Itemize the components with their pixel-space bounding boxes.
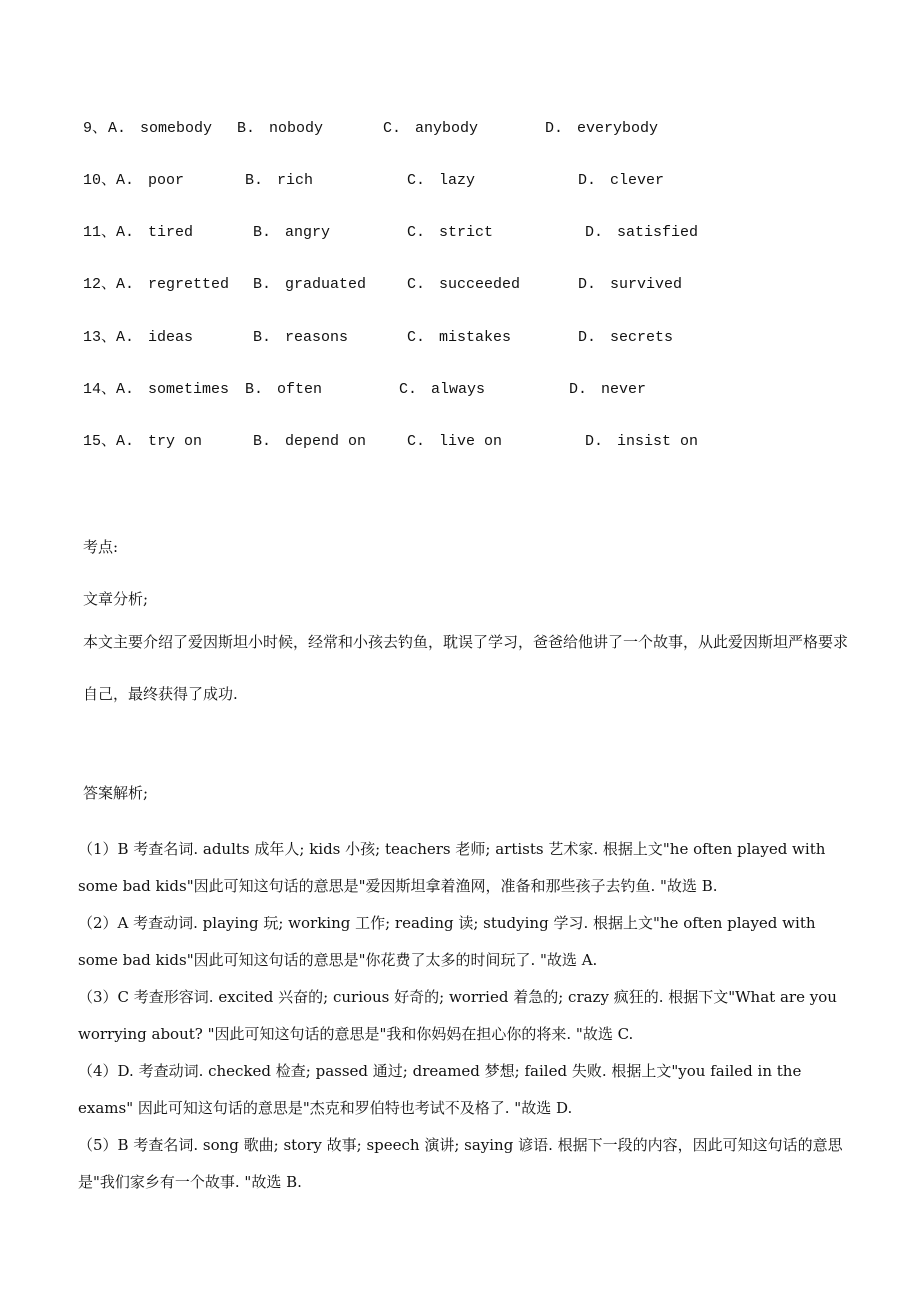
option-letter: C. (399, 381, 418, 398)
answer-heading: 答案解析; (83, 784, 149, 802)
option-letter: C. (407, 329, 426, 346)
option-letter: D. (578, 172, 597, 189)
option-letter: D. (569, 381, 588, 398)
option-text: insist on (617, 433, 699, 450)
answer-item: （1）B 考查名词. adults 成年人; kids 小孩; teachers 老师; artists 艺术家. 根据上文"he often played with some bad kids"因此可知这句话的意思是"爱因斯坦拿着渔网，准备和那些孩子去钓鱼. "故选 B. (78, 840, 826, 895)
option-text: strict (439, 224, 494, 241)
option-letter: B. (253, 329, 272, 346)
analysis-heading: 文章分析; (83, 590, 149, 608)
option-letter: B. (245, 172, 264, 189)
option-text: lazy (439, 172, 476, 189)
option-text: graduated (285, 276, 367, 293)
option-text: anybody (415, 120, 479, 137)
option-letter: C. (407, 224, 426, 241)
analysis-text: 本文主要介绍了爱因斯坦小时候，经常和小孩去钓鱼，耽误了学习，爸爸给他讲了一个故事，从此爱因斯坦严格要求自己，最终获得了成功. (83, 633, 849, 703)
option-text: succeeded (439, 276, 521, 293)
option-text: never (601, 381, 647, 398)
option-text: clever (610, 172, 665, 189)
option-text: sometimes (148, 381, 230, 398)
option-letter: D. (578, 329, 597, 346)
option-text: try on (148, 433, 203, 450)
option-letter: B. (253, 433, 272, 450)
question-number: 10、 (83, 172, 117, 189)
option-letter: B. (253, 224, 272, 241)
option-text: always (431, 381, 486, 398)
question-number: 11、 (83, 224, 117, 241)
option-text: reasons (285, 329, 349, 346)
question-number: 13、 (83, 329, 117, 346)
option-text: tired (148, 224, 194, 241)
answer-item: （2）A 考查动词. playing 玩; working 工作; reading 读; studying 学习. 根据上文"he often played with some bad kids"因此可知这句话的意思是"你花费了太多的时间玩了. "故选 A. (78, 914, 816, 969)
question-number: 9、 (83, 120, 108, 137)
option-text: live on (439, 433, 503, 450)
option-text: angry (285, 224, 331, 241)
question-number: 14、 (83, 381, 117, 398)
option-letter: B. (245, 381, 264, 398)
answer-list (78, 831, 853, 1201)
option-letter: C. (407, 172, 426, 189)
option-letter: C. (383, 120, 402, 137)
kaodian-label: 考点: (83, 538, 119, 556)
option-letter: A. (116, 433, 135, 450)
option-text: secrets (610, 329, 674, 346)
option-text: depend on (285, 433, 367, 450)
option-text: mistakes (439, 329, 512, 346)
question-number: 15、 (83, 433, 117, 450)
question-number: 12、 (83, 276, 117, 293)
option-text: ideas (148, 329, 194, 346)
option-text: nobody (269, 120, 324, 137)
answer-item: （5）B 考查名词. song 歌曲; story 故事; speech 演讲; saying 谚语. 根据下一段的内容，因此可知这句话的意思是"我们家乡有一个故事. "故选 B. (78, 1136, 843, 1191)
option-letter: B. (237, 120, 256, 137)
option-letter: A. (116, 172, 135, 189)
answer-item: （4）D. 考查动词. checked 检查; passed 通过; dreamed 梦想; failed 失败. 根据上文"you failed in the exams" 因此可知这句话的意思是"杰克和罗伯特也考试不及格了. "故选 D. (78, 1062, 802, 1117)
option-text: poor (148, 172, 185, 189)
option-text: rich (277, 172, 314, 189)
option-letter: D. (545, 120, 564, 137)
option-text: somebody (140, 120, 213, 137)
option-text: everybody (577, 120, 659, 137)
option-text: survived (610, 276, 683, 293)
option-letter: D. (585, 433, 604, 450)
option-text: satisfied (617, 224, 699, 241)
option-letter: C. (407, 433, 426, 450)
option-letter: D. (578, 276, 597, 293)
option-text: often (277, 381, 323, 398)
option-letter: C. (407, 276, 426, 293)
option-letter: A. (116, 381, 135, 398)
option-letter: D. (585, 224, 604, 241)
answer-item: （3）C 考查形容词. excited 兴奋的; curious 好奇的; worried 着急的; crazy 疯狂的. 根据下文"What are you worrying about? "因此可知这句话的意思是"我和你妈妈在担心你的将来. "故选 C. (78, 988, 837, 1043)
option-text: regretted (148, 276, 230, 293)
option-letter: A. (116, 224, 135, 241)
option-letter: B. (253, 276, 272, 293)
option-letter: A. (116, 329, 135, 346)
option-letter: A. (108, 120, 127, 137)
option-letter: A. (116, 276, 135, 293)
